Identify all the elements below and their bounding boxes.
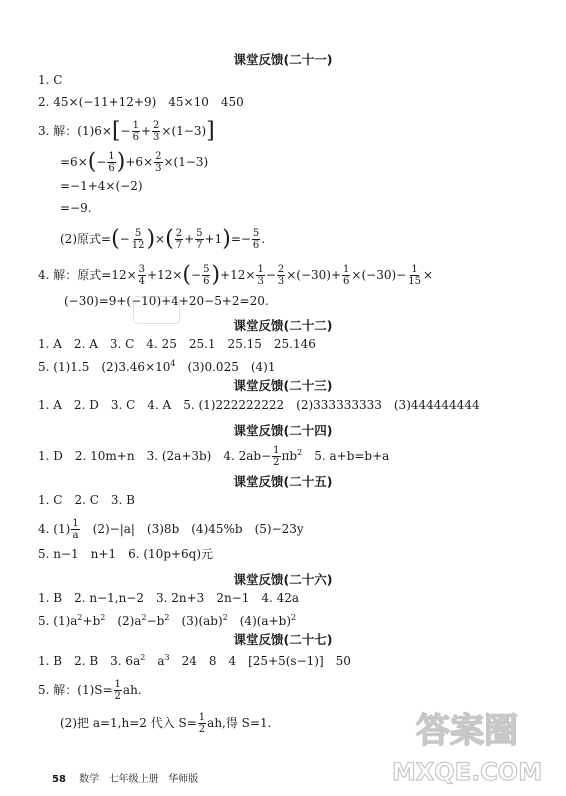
fraction: $\frac{1}{2}$	[273, 445, 280, 468]
fraction: $\frac{2}{3}$	[155, 151, 162, 174]
fraction: $\frac{1}{6}$	[132, 120, 139, 143]
footer-edition: 华师版	[168, 774, 199, 785]
fraction: $\frac{5}{6}$	[252, 228, 260, 251]
fraction: $\frac{1}{2}$	[114, 679, 121, 702]
fraction: $\frac{1}{6}$	[108, 151, 115, 174]
answer-line: 1. A 2. A 3. C 4. 25 25.1 25.15 25.146	[38, 337, 316, 351]
answer-line: 1. B 2. n−1,n−2 3. 2n+3 2n−1 4. 42a	[38, 591, 300, 605]
section-title-26: 课堂反馈(二十六)	[233, 572, 333, 587]
answer-line: 1. C 2. C 3. B	[38, 493, 135, 507]
answer-line: 4. (1) $\frac{1}{a}$ (2)−|a| (3)8b (4)45%b (5)−23y	[38, 518, 304, 541]
answer-line: =−1+4×(−2)	[60, 179, 143, 193]
answer-line: 1. B 2. B 3. $6a^2$ $a^3$ 24 8 4 [25+5(s−1)] 50	[38, 653, 351, 668]
watermark-logo	[382, 700, 552, 790]
answer-line: 5. $(1)a^2+b^2$ $(2)a^2-b^2$ (3)(ab)$^2$ $(4)(a+b)^2$	[38, 613, 297, 628]
section-title-23: 课堂反馈(二十三)	[233, 378, 333, 393]
watermark-en: MXQE.COM	[391, 758, 543, 786]
answer-line: 5. n−1 n+1 6. (10p+6q)元	[38, 547, 214, 561]
fraction: $\frac{1}{6}$	[343, 264, 350, 287]
answer-line: (−30)=9+(−10)+4+20−5+2=20.	[64, 294, 269, 308]
answer-line: 4. 解：原式=12× $\frac{3}{4}$ +12×(− $\frac{5}{6}$ )+12× $\frac{1}{3}$ − $\frac{2}{3}$ ×(−30)+ $\frac{1}{6}$ ×(−30)− $\frac{1}{15}$ ×	[38, 262, 434, 288]
footer-grade: 七年级上册	[108, 774, 159, 785]
answer-line: =6×(− $\frac{1}{6}$ )+6× $\frac{2}{3}$ ×(1−3)	[60, 149, 209, 175]
text: 3. 解：(1)6×	[38, 124, 112, 138]
fraction: $\frac{5}{6}$	[203, 264, 210, 287]
fraction: $\frac{5}{7}$	[196, 228, 203, 251]
fraction: $\frac{2}{3}$	[277, 264, 285, 287]
fraction: $\frac{2}{3}$	[153, 120, 160, 143]
answer-line: 1. C	[38, 73, 63, 87]
answer-line: 5. 解：(1)S= $\frac{1}{2}$ ah.	[38, 679, 142, 702]
section-title-27: 课堂反馈(二十七)	[233, 632, 333, 647]
section-title-22: 课堂反馈(二十二)	[233, 318, 333, 333]
answer-line: 5. (1)1.5 $(2)3.46\times 10^4$ (3)0.025 (4)1	[38, 359, 276, 374]
fraction: $\frac{2}{7}$	[175, 228, 183, 251]
watermark-cn: 答案圈	[416, 711, 518, 751]
answer-line: 3. 解：(1)6×[− $\frac{1}{6}$ + $\frac{2}{3}$ ×(1−3)]	[38, 118, 215, 144]
page-number: 58	[52, 774, 66, 785]
page-footer	[52, 770, 198, 785]
answer-line: =−9.	[60, 201, 92, 215]
footer-subject: 数学	[79, 774, 100, 785]
answer-line: 1. A 2. D 3. C 4. A 5. (1)222222222 (2)333333333 (3)444444444	[38, 398, 480, 412]
fraction: $\frac{5}{12}$	[131, 228, 145, 251]
fraction: $\frac{1}{2}$	[198, 712, 206, 735]
section-title-25: 课堂反馈(二十五)	[233, 474, 333, 489]
section-title-24: 课堂反馈(二十四)	[233, 423, 333, 438]
answer-line: 2. 45×(−11+12+9) 45×10 450	[38, 95, 244, 109]
answer-line: 1. D 2. 10m+n 3. (2a+3b) 4. 2ab− $\frac{1}{2}$ $\pi b^2$ 5. a+b=b+a	[38, 445, 390, 468]
answer-line: (2)原式=(− $\frac{5}{12}$ )×( $\frac{2}{7}$ + $\frac{5}{7}$ +1)=− $\frac{5}{6}$ .	[60, 226, 266, 252]
section-title-21: 课堂反馈(二十一)	[233, 52, 333, 67]
fraction: $\frac{3}{4}$	[138, 264, 146, 287]
fraction: $\frac{1}{15}$	[408, 264, 421, 287]
answer-line: (2)把 a=1,h=2 代入 S= $\frac{1}{2}$ ah,得 S=1.	[60, 712, 272, 735]
fraction: $\frac{1}{3}$	[257, 264, 264, 287]
fraction: $\frac{1}{a}$	[72, 518, 79, 541]
